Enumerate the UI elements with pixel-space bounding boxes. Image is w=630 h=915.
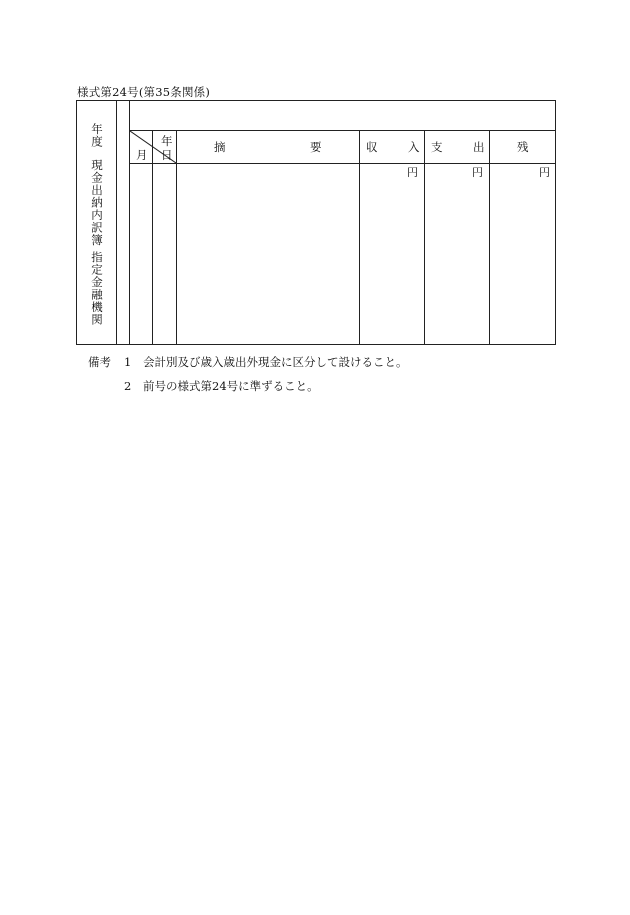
header-top-line [129,130,555,131]
header-summary-right: 要 [310,140,322,154]
note-2-number: 2 [124,379,132,393]
ledger-title-year: 年度 [90,123,104,148]
ledger-title-bank: 指定金融機関 [90,251,104,326]
header-month: 月 [136,148,148,162]
col-divider-day [176,130,177,344]
note-1-number: 1 [124,355,132,369]
notes-heading: 備考 [88,355,111,369]
form-number: 様式第24号(第35条関係) [77,85,211,99]
col-divider-expense [489,130,490,344]
header-expense-right: 出 [473,140,485,154]
header-income-left: 収 [366,140,378,154]
header-expense-left: 支 [431,140,443,154]
unit-balance: 円 [539,166,550,179]
header-day: 日 [161,148,173,162]
header-balance: 残 [517,140,529,154]
unit-income: 円 [407,166,418,179]
header-bottom-line [129,163,555,164]
note-1-text: 会計別及び歳入歳出外現金に区分して設けること。 [143,355,408,369]
note-2-text: 前号の様式第24号に準ずること。 [143,379,319,393]
header-income-right: 入 [408,140,420,154]
ledger-title-name: 現金出納内訳簿 [90,159,104,247]
ledger-title-column [77,101,117,344]
col-divider-summary [359,130,360,344]
title-divider-1 [116,101,117,344]
unit-expense: 円 [472,166,483,179]
header-summary-left: 摘 [214,140,226,154]
header-year: 年 [161,134,173,148]
col-divider-income [424,130,425,344]
ledger-table [76,100,556,345]
